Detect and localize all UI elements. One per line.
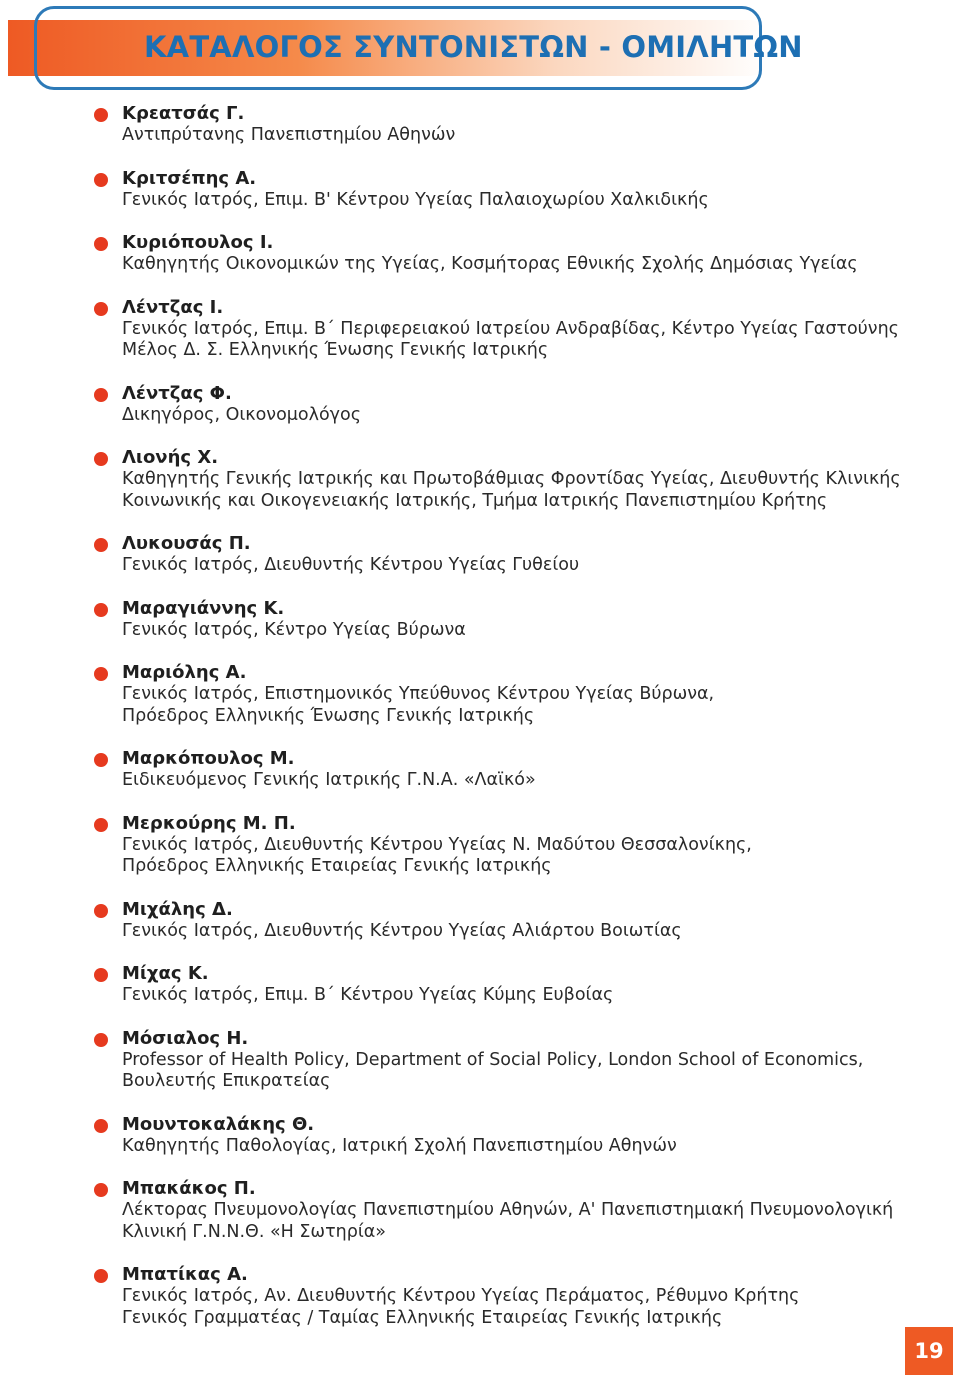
person-affiliation: Βουλευτής Επικρατείας <box>122 1071 331 1091</box>
list-item <box>0 1114 960 1158</box>
person-name: Μπακάκος Π. <box>122 1178 256 1199</box>
speakers-list <box>0 103 960 1350</box>
bullet-icon <box>94 173 108 187</box>
person-affiliation: Professor of Health Policy, Department of Social Policy, London School of Economics, <box>122 1049 864 1070</box>
list-item <box>0 447 960 512</box>
list-item <box>0 1028 960 1093</box>
person-affiliation: Γενικός Ιατρός, Επιμ. Β΄ Περιφερειακού Ιατρείου Ανδραβίδας, Κέντρο Υγείας Γαστούνης <box>122 318 899 339</box>
bullet-icon <box>94 753 108 767</box>
list-item <box>0 963 960 1007</box>
list-item <box>0 103 960 147</box>
bullet-icon <box>94 108 108 122</box>
list-item <box>0 232 960 276</box>
person-affiliation: Γενικός Ιατρός, Διευθυντής Κέντρου Υγείας Αλιάρτου Βοιωτίας <box>122 920 682 941</box>
person-affiliation: Λέκτορας Πνευμονολογίας Πανεπιστημίου Αθηνών, Α' Πανεπιστημιακή Πνευμονολογική <box>122 1200 894 1220</box>
person-name: Μπατίκας Α. <box>122 1264 248 1285</box>
person-affiliation: Γενικός Γραμματέας / Ταμίας Ελληνικής Εταιρείας Γενικής Ιατρικής <box>122 1307 723 1328</box>
bullet-icon <box>94 1033 108 1047</box>
bullet-icon <box>94 603 108 617</box>
bullet-icon <box>94 818 108 832</box>
bullet-icon <box>94 237 108 251</box>
list-item <box>0 297 960 362</box>
person-affiliation: Κοινωνικής και Οικογενειακής Ιατρικής, Τμήμα Ιατρικής Πανεπιστημίου Κρήτης <box>122 490 828 511</box>
bullet-icon <box>94 968 108 982</box>
list-item <box>0 1264 960 1329</box>
person-name: Μόσιαλος Η. <box>122 1027 249 1049</box>
person-name: Μίχας Κ. <box>122 963 209 984</box>
person-affiliation: Καθηγητής Οικονομικών της Υγείας, Κοσμήτορας Εθνικής Σχολής Δημόσιας Υγείας <box>122 254 858 274</box>
person-affiliation: Μέλος Δ. Σ. Ελληνικής Ένωσης Γενικής Ιατρικής <box>122 340 549 360</box>
person-affiliation: Καθηγητής Παθολογίας, Ιατρική Σχολή Πανεπιστημίου Αθηνών <box>122 1135 677 1156</box>
person-affiliation: Γενικός Ιατρός, Διευθυντής Κέντρου Υγείας Γυθείου <box>122 555 580 575</box>
person-affiliation: Πρόεδρος Ελληνικής Εταιρείας Γενικής Ιατρικής <box>122 856 552 876</box>
bullet-icon <box>94 452 108 466</box>
list-item <box>0 748 960 792</box>
person-affiliation: Γενικός Ιατρός, Διευθυντής Κέντρου Υγείας Ν. Μαδύτου Θεσσαλονίκης, <box>122 834 752 855</box>
bullet-icon <box>94 302 108 316</box>
bullet-icon <box>94 904 108 918</box>
list-item <box>0 1178 960 1243</box>
person-affiliation: Δικηγόρος, Οικονομολόγος <box>122 404 362 425</box>
person-affiliation: Γενικός Ιατρός, Επιστημονικός Υπεύθυνος Κέντρου Υγείας Βύρωνα, <box>122 684 715 704</box>
person-name: Μαρκόπουλος Μ. <box>122 748 295 769</box>
person-name: Μιχάλης Δ. <box>122 898 233 920</box>
person-name: Λυκουσάς Π. <box>122 533 251 554</box>
person-name: Μαριόλης Α. <box>122 662 247 683</box>
list-item <box>0 533 960 577</box>
person-name: Μερκούρης Μ. Π. <box>122 812 296 834</box>
bullet-icon <box>94 667 108 681</box>
person-name: Λέντζας Φ. <box>122 382 232 404</box>
bullet-icon <box>94 1269 108 1283</box>
person-name: Λιονής Χ. <box>122 447 219 468</box>
person-name: Μαραγιάννης Κ. <box>122 597 285 619</box>
list-item <box>0 383 960 427</box>
person-affiliation: Ειδικευόμενος Γενικής Ιατρικής Γ.Ν.Α. «Λαϊκό» <box>122 770 536 790</box>
person-affiliation: Γενικός Ιατρός, Αν. Διευθυντής Κέντρου Υγείας Περάματος, Ρέθυμνο Κρήτης <box>122 1286 800 1306</box>
person-affiliation: Καθηγητής Γενικής Ιατρικής και Πρωτοβάθμιας Φροντίδας Υγείας, Διευθυντής Κλινικής <box>122 469 901 489</box>
person-name: Λέντζας Ι. <box>122 296 224 318</box>
bullet-icon <box>94 1183 108 1197</box>
person-name: Κρεατσάς Γ. <box>122 103 245 124</box>
person-affiliation: Γενικός Ιατρός, Επιμ. Β' Κέντρου Υγείας Παλαιοχωρίου Χαλκιδικής <box>122 189 709 210</box>
list-item <box>0 813 960 878</box>
list-item <box>0 662 960 727</box>
bullet-icon <box>94 1119 108 1133</box>
person-name: Κυριόπουλος Ι. <box>122 232 274 253</box>
person-affiliation: Πρόεδρος Ελληνικής Ένωσης Γενικής Ιατρικής <box>122 705 535 726</box>
bullet-icon <box>94 538 108 552</box>
person-affiliation: Γενικός Ιατρός, Κέντρο Υγείας Βύρωνα <box>122 619 466 640</box>
list-item <box>0 168 960 212</box>
list-item <box>0 899 960 943</box>
person-name: Κριτσέπης Α. <box>122 167 257 189</box>
person-affiliation: Κλινική Γ.Ν.Ν.Θ. «Η Σωτηρία» <box>122 1221 386 1242</box>
person-affiliation: Γενικός Ιατρός, Επιμ. Β΄ Κέντρου Υγείας Κύμης Ευβοίας <box>122 985 614 1005</box>
person-name: Μουντοκαλάκης Θ. <box>122 1113 315 1135</box>
list-item <box>0 598 960 642</box>
page-number: 19 <box>905 1327 953 1375</box>
page-title: ΚΑΤΑΛΟΓΟΣ ΣΥΝΤΟΝΙΣΤΩΝ - ΟΜΙΛΗΤΩΝ <box>144 30 803 64</box>
bullet-icon <box>94 388 108 402</box>
person-affiliation: Αντιπρύτανης Πανεπιστημίου Αθηνών <box>122 125 456 145</box>
